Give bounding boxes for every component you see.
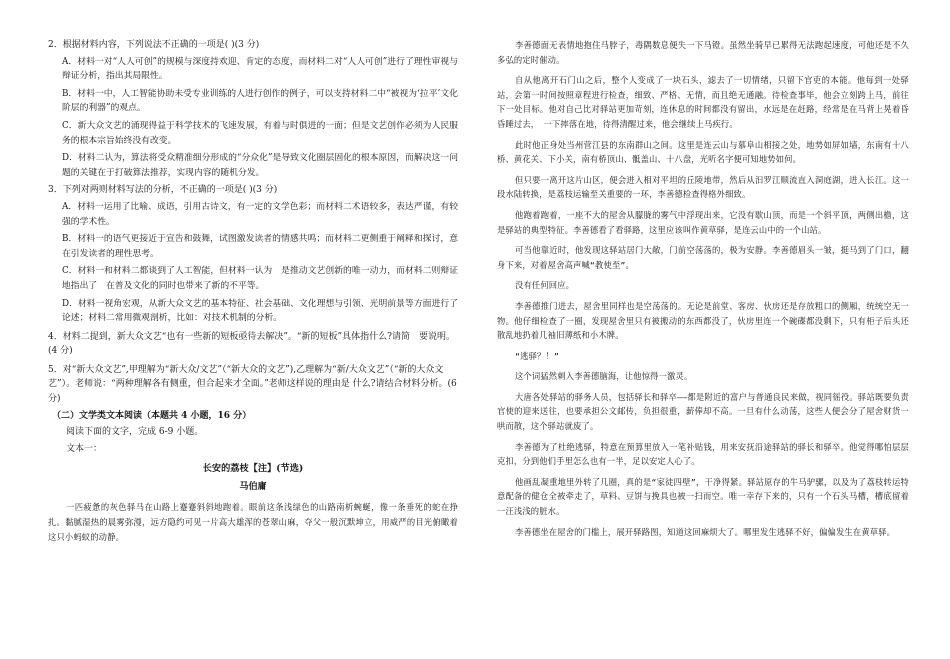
right-column [497, 38, 909, 545]
section-heading: （二）文学类文本阅读（本题共 4 小题，16 分） [52, 410, 252, 421]
text-one-label: 文本一： [66, 443, 103, 454]
story-paragraph-9: “逃驿？！” [515, 350, 560, 361]
question-3-option-c: C．材料一和材料二都谈到了人工智能，但材料一认为 是推动文艺创新的唯一动力，而材料二则辩证地指出了 在普及文化的同时也带来了新的不平等。 [62, 266, 458, 291]
story-paragraph-1: 李善德面无表情地抱住马脖子，毒隅数息便失一下马镫。虽然坐骑早已累得无法跑起速度，可他还是不久多弘的定时催动。 [497, 40, 909, 65]
question-4: 4．材料二提到，新大众文艺“也有一些新的短板亟待去解决”。“新的短板”具体指什么?请简 要说明。(4 分) [48, 331, 455, 357]
question-3-option-b: B．材料一的语气更接近于宣告和鼓舞，试图激发读者的情感共鸣；而材料二更侧重于阐释和探讨，意在引发读者的理性思考。 [62, 234, 458, 259]
question-3-option-d: D．材料一视角宏观，从新大众文艺的基本特征、社会基础、文化理想与引领、光明前景等方面进行了论述；材料二常用微观剖析，比如：对技术机制的分析。 [62, 298, 458, 324]
question-2-option-b: B．材料一中，人工智能协助未受专业训练的人进行创作的例子，可以支持材料二中“被视为‘拉平’文化阶层的利器”的观点。 [62, 88, 458, 114]
story-paragraph-4: 但只要一离开这片山区，便会进入相对平坦的丘陵地带，然后从汩罗江顺流直入洞庭湖，进入长江。这一段水陆转换，是荔枝运输至关重要的一环，李善德检查得格外细致。 [497, 174, 909, 200]
story-paragraph-3: 此时他正身处当州营江县的东南群山之间。这里是连云山与慕阜山相接之处，地势如屏如墙，东南有十八桥、黄花关、下小关，南有桥顶山、骶盖山、十八盘，光听名字便可知地势如何。 [497, 139, 909, 165]
reading-instruction: 阅读下面的文字，完成 6-9 小题。 [66, 427, 204, 438]
question-2-option-d: D．材料二认为，算法将受众精准细分形成的“分众化”是导致文化圈层固化的根本原因，而解决这一问题的关键在于打破算法推荐，实现内容的随机分发。 [62, 153, 458, 178]
question-3-stem: 3．下列对两则材料写法的分析，不正确的一项是( )(3 分) [48, 185, 278, 196]
story-paragraph-10: 这个词猛然刺入李善德脑海，让他惊得一激灵。 [515, 371, 693, 382]
story-paragraph-13: 他画乱凝重地里外转了几圈，真的是“家徒四壁”，干净得紧。驿站原存的牛马驴骡，以及为了荔枝转运特意配备的健仓全被牵走了，草料、豆饼与挽具也被一扫而空。唯一幸存下来的，只有一个石头马槽，槽底留着一汪浅浅的脏水。 [497, 476, 909, 517]
story-paragraph-7: 没有任何回应。 [515, 280, 575, 291]
question-2-option-c: C．新大众文艺的涌现得益于科学技术的飞速发展，有着与时俱进的一面；但是文艺创作必须为人民服务的根本宗旨始终没有改变。 [62, 120, 458, 146]
question-5: 5．对“新大众文艺”,甲理解为“新大众/文艺”（“新大众的文艺”),乙理解为“新/大众文艺”（“新的大众文艺”）。老师说：“两种理解各有侧重，但合起来才全面。”老师这样说的理由是 什么?请结合材料分析。(6 分) [48, 364, 457, 405]
story-paragraph-6: 可当他靠近时，他发现这驿站居门大敞，门前空荡荡的，极为安静。李善德眉头一皱，挺马到了门口，翻身下来，对着屋舍高声喊“教使至”。 [497, 245, 909, 270]
story-author: 马伯庸 [239, 482, 267, 493]
story-paragraph-5: 他跑着跑着，一座不大的屋舍从朦胧的雾气中浮现出来，它没有歇山顶，而是一个斜平顶，两侧出檐，这是驿站的典型特征。李善德看了看驿路，这里应该叫作黄草驿，是连云山中的一个山站。 [497, 209, 909, 235]
story-paragraph-2: 自从他离开石门山之后，整个人变成了一块石头，滤去了一切情绪，只留下官吏的本能。他每到一处驿站，会第一时间按照章程进行检查，细致、严格、无情，而且绝无通融。待检查事毕，他会立刻跨上马，前往下一处目标。他对自己比对驿站更加苛刻，连休息的时间都没有留出，水远是在赶路，经常是在马背上晃着昏昏睡过去， 一下摔落在地，待得清醒过来，他会继续上马疾行。 [497, 75, 909, 129]
story-title: 长安的荔枝【注】(节选) [202, 463, 304, 475]
question-2-option-a: A．材料一对“人人可创”的规模与深度持欢迎、肯定的态度，而材料二对“人人可创”进行了理性审视与辩证分析，指出其局限性。 [62, 56, 458, 82]
left-column [48, 38, 458, 547]
story-paragraph-12: 李善德为了杜绝逃驿，特意在预算里放入一笔补贴钱，用来安抚沿途驿站的驿长和驿卒。他觉得哪怕层层克扣，分到他们手里怎么也有一半，足以安定人心了。 [497, 441, 909, 467]
story-paragraph: 一匹疲惫的灰色驿马在山路上蹇蹇斜斜地跑着。眼前这条浅绿色的山路南析蜿蜒，像一条垂死的蛇在挣扎。黏腻湿热的晨雾弥漫，远方隐约可见一片高大雄浑的苍翠山麻，夺父一般沉默坤立，用威严的目光俯瞰着这只小蚂蚁的动静。 [48, 502, 458, 542]
story-paragraph-11: 大唐各处驿站的驿务人员，包括驿长和驿卒——都是附近的富户与普通良民来做，视同徭役。驿站既要负责官使的迎来送往，也要承担公文邮传，负担很重，薪俸却不高。一旦有什么动荡，这些人便会分了屋舍财货一哄而散，这个驿站就废了。 [497, 391, 909, 432]
story-paragraph-14: 李善德坐在屋舍的门槛上，展开驿路图，知道这回麻烦大了。哪里发生逃驿不好，偏偏发生在黄草驿。 [515, 526, 896, 537]
story-paragraph-8: 李善德推门进去，屋舍里同样也是空荡荡的。无论是前堂、客房、伙房还是存放粗口的侧厢，统统空无一物。他仔细检查了一圈，发现屋舍里只有被搬动的东西都没了，伙房里连一个碗碟都没剩下，只有柜子后头还散乱地扔着几袖旧薄纸和小木牌。 [497, 300, 909, 341]
question-3-option-a: A．材料一运用了比喻、成语，引用古诗文，有一定的文学色彩；而材料二术语较多，表达严谨，有较强的学术性。 [62, 201, 458, 227]
question-2-stem: 2．根据材料内容，下列说法不正确的一项是( )(3 分) [48, 40, 260, 50]
